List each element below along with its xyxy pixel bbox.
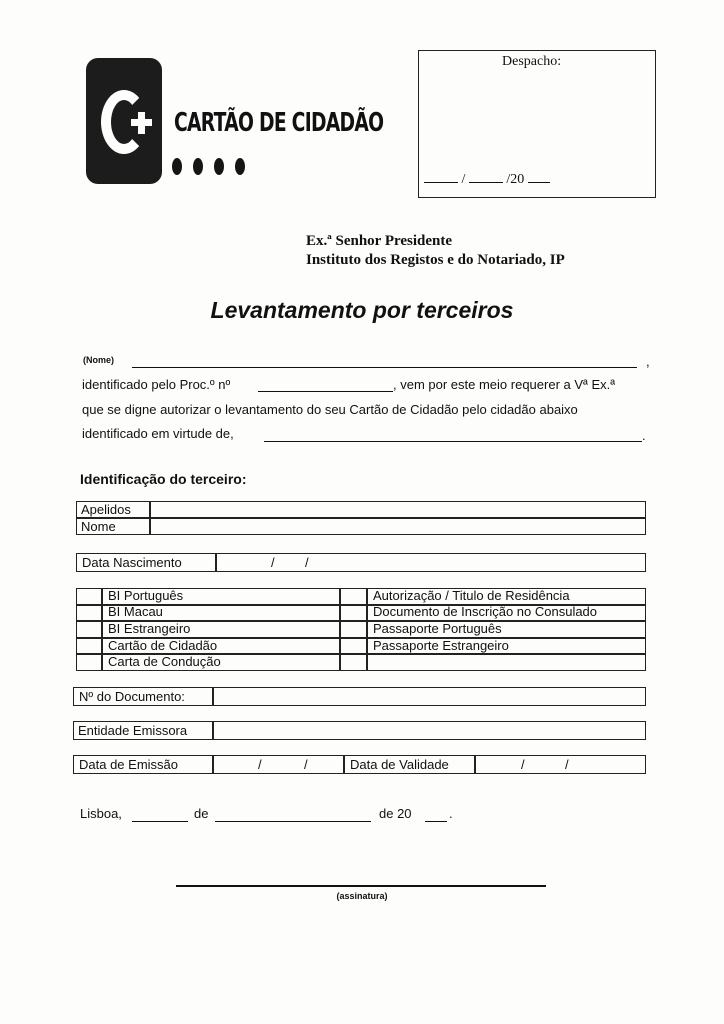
data-validade-divider xyxy=(474,755,476,774)
entidade-emissora-label: Entidade Emissora xyxy=(78,723,188,738)
nome-comma: , xyxy=(646,354,650,369)
nome-label: (Nome) xyxy=(83,355,114,365)
de-label-2: de 20 xyxy=(379,806,412,821)
addressee-line2: Instituto dos Registos e do Notariado, IP xyxy=(306,252,565,268)
logo-dot xyxy=(214,158,224,175)
lisboa-dot: . xyxy=(449,806,453,821)
virtude-label: identificado em virtude de, xyxy=(82,426,234,441)
logo-dot xyxy=(235,158,245,175)
apelidos-row-divider xyxy=(76,517,646,519)
documents-check-divider-right xyxy=(366,588,368,671)
requerer-text: , vem por este meio requerer a Vª Ex.ª xyxy=(393,377,616,392)
doc-autorizacao-residencia: Autorização / Titulo de Residência xyxy=(373,588,570,603)
autorizar-text: que se digne autorizar o levantamento do seu Cartão de Cidadão pelo cidadão abaixo xyxy=(82,402,578,417)
de-label-1: de xyxy=(194,806,209,821)
addressee xyxy=(306,232,565,270)
addressee-line1: Ex.ª Senhor Presidente xyxy=(306,233,453,249)
signature-line xyxy=(176,885,546,887)
data-nascimento-sep1: / xyxy=(271,555,275,570)
virtude-dot: . xyxy=(642,428,646,443)
data-emissao-label: Data de Emissão xyxy=(79,757,178,772)
doc-inscricao-consulado: Documento de Inscrição no Consulado xyxy=(373,604,598,619)
entidade-emissora-divider xyxy=(212,721,214,740)
virtude-fill-line xyxy=(264,440,642,442)
lisboa-year-line xyxy=(425,820,447,822)
despacho-date-sep: / xyxy=(461,172,466,187)
documents-check-divider-left xyxy=(101,588,103,671)
doc-bi-portugues: BI Português xyxy=(108,588,184,603)
logo-plus-horizontal xyxy=(131,119,152,126)
data-validade-sep2: / xyxy=(565,757,569,772)
doc-bi-macau: BI Macau xyxy=(108,604,163,619)
despacho-label: Despacho: xyxy=(502,54,562,69)
logo-dots xyxy=(172,158,245,175)
n-documento-label: Nº do Documento: xyxy=(79,689,185,704)
despacho-date xyxy=(424,170,550,188)
logo-dot xyxy=(193,158,203,175)
lisboa-month-line xyxy=(215,820,371,822)
doc-cartao-cidadao: Cartão de Cidadão xyxy=(108,638,218,653)
data-validade-label: Data de Validade xyxy=(350,757,449,772)
signature-label: (assinatura) xyxy=(336,891,388,901)
data-validade-left-divider xyxy=(343,755,345,774)
logo-dot xyxy=(172,158,182,175)
doc-passaporte-portugues: Passaporte Português xyxy=(373,621,502,636)
data-emissao-divider xyxy=(212,755,214,774)
n-documento-divider xyxy=(212,687,214,706)
proc-label: identificado pelo Proc.º nº xyxy=(82,377,231,392)
doc-passaporte-estrangeiro: Passaporte Estrangeiro xyxy=(373,638,509,653)
section-title: Identificação do terceiro: xyxy=(80,471,247,487)
documents-center-divider xyxy=(339,588,341,671)
data-emissao-sep2: / xyxy=(304,757,308,772)
nome-fill-line xyxy=(132,366,637,368)
data-nascimento-divider xyxy=(215,553,217,572)
logo-text: CARTÃO DE CIDADÃO xyxy=(174,108,384,138)
lisboa-label: Lisboa, xyxy=(80,806,122,821)
proc-fill-line xyxy=(258,390,393,392)
doc-bi-estrangeiro: BI Estrangeiro xyxy=(108,621,191,636)
data-nascimento-sep2: / xyxy=(305,555,309,570)
data-nascimento-label: Data Nascimento xyxy=(82,555,182,570)
lisboa-day-line xyxy=(132,820,188,822)
data-emissao-sep1: / xyxy=(258,757,262,772)
nome-field-label: Nome xyxy=(81,519,116,534)
apelidos-label: Apelidos xyxy=(81,502,131,517)
logo-mark xyxy=(86,58,162,184)
doc-carta-conducao: Carta de Condução xyxy=(108,654,221,669)
despacho-date-year: /20 xyxy=(506,172,525,187)
page-title: Levantamento por terceiros xyxy=(210,297,514,323)
data-validade-sep1: / xyxy=(521,757,525,772)
